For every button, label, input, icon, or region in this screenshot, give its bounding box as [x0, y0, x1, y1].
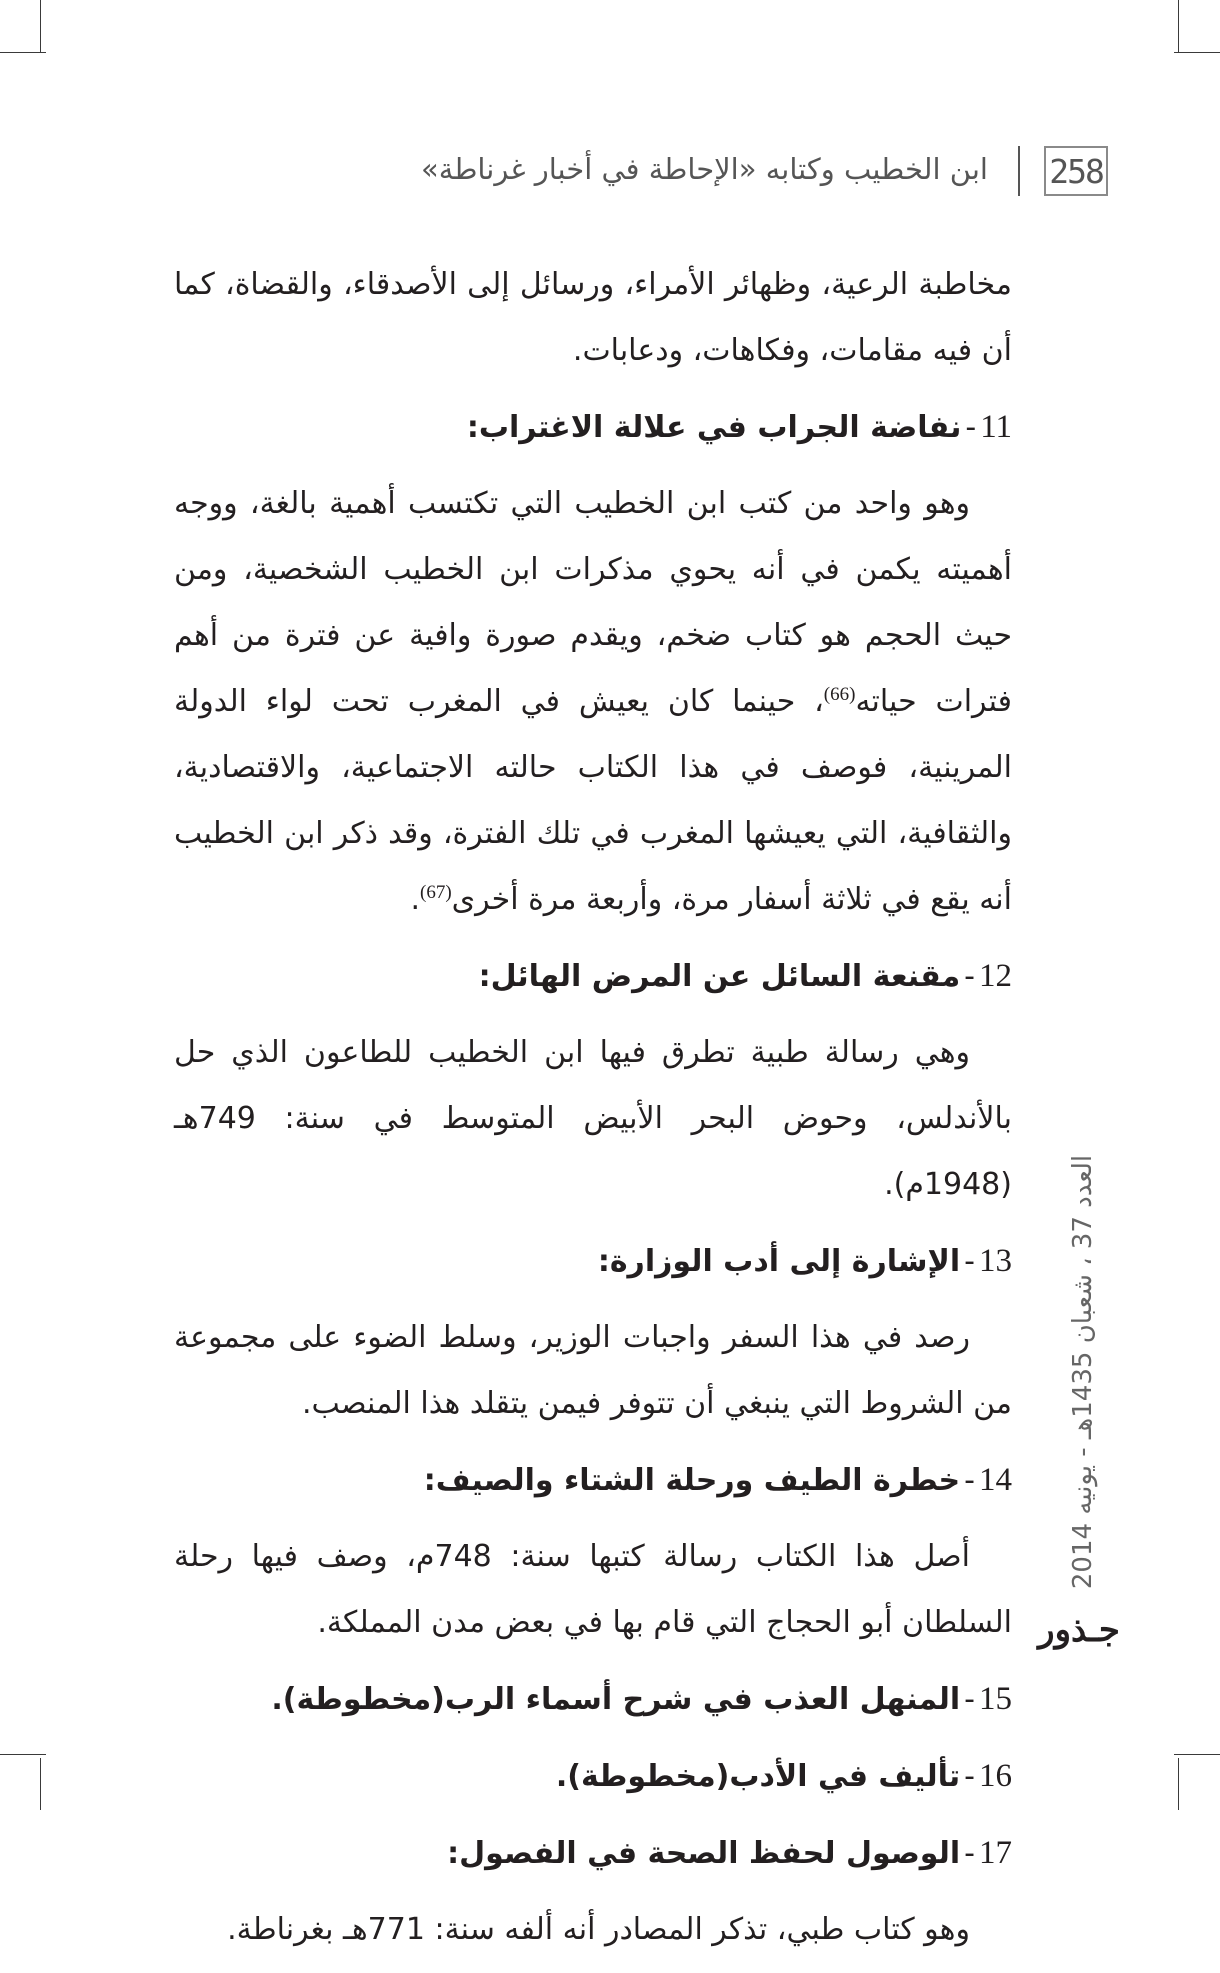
item-dash: -: [964, 959, 975, 994]
body-text: [174, 252, 1012, 1973]
item-dash: -: [964, 1836, 975, 1871]
crop-mark: [1174, 1754, 1220, 1755]
page-number: 258: [1044, 146, 1108, 196]
item-dash: -: [964, 1244, 975, 1279]
list-item-14: [174, 1447, 1012, 1514]
item-dash: -: [964, 1759, 975, 1794]
item-number: 11: [980, 409, 1012, 445]
item-number: 14: [979, 1462, 1012, 1498]
item-title: تأليف في الأدب(مخطوطة).: [555, 1759, 961, 1794]
paragraph-item-14: أصل هذا الكتاب رسالة كتبها سنة: 748م، وصف فيها رحلة السلطان أبو الحجاج التي قام بها في بعض مدن المملكة.: [174, 1539, 1012, 1640]
crop-mark: [1174, 52, 1220, 53]
crop-mark: [40, 1758, 41, 1810]
crop-mark: [0, 1754, 46, 1755]
paragraph-text: .: [410, 882, 420, 917]
list-item-13: [174, 1228, 1012, 1295]
paragraph-text: ، حينما كان يعيش في المغرب تحت لواء الدولة المرينية، فوصف في هذا الكتاب حالته الاجتماعية، والاقتصادية، والثقافية، التي يعيشها المغرب في تلك الفترة، وقد ذكر ابن الخطيب أنه يقع في ثلاثة أسفار مرة، وأربعة مرة أخرى: [174, 684, 1012, 917]
paragraph-item-11: [174, 471, 1012, 933]
item-dash: -: [964, 1463, 975, 1498]
item-title: خطرة الطيف ورحلة الشتاء والصيف:: [423, 1463, 961, 1498]
list-item-11: [174, 394, 1012, 461]
footnote-ref-67: (67): [419, 882, 452, 903]
item-title: الإشارة إلى أدب الوزارة:: [597, 1244, 961, 1279]
crop-mark: [0, 52, 46, 53]
item-title: مقنعة السائل عن المرض الهائل:: [478, 959, 961, 994]
item-number: 13: [979, 1243, 1012, 1279]
item-title: المنهل العذب في شرح أسماء الرب(مخطوطة).: [271, 1682, 961, 1717]
paragraph-item-12: وهي رسالة طبية تطرق فيها ابن الخطيب للطاعون الذي حل بالأندلس، وحوض البحر الأبيض المتوسط في سنة: 749هـ (1948م).: [174, 1035, 1012, 1202]
journal-logo: جـذور: [1038, 1610, 1120, 1650]
paragraph-intro: مخاطبة الرعية، وظهائر الأمراء، ورسائل إلى الأصدقاء، والقضاة، كما أن فيه مقامات، وفكاهات، ودعابات.: [174, 267, 1012, 368]
list-item-16: [174, 1743, 1012, 1810]
footnote-ref-66: (66): [823, 684, 856, 705]
item-number: 15: [979, 1681, 1012, 1717]
crop-mark: [1178, 0, 1179, 52]
paragraph-item-17: وهو كتاب طبي، تذكر المصادر أنه ألفه سنة: 771هـ بغرناطة.: [227, 1912, 970, 1947]
list-item-12: [174, 943, 1012, 1010]
issue-info: العدد 37 ، شعبان 1435هـ - يونيه 2014: [1068, 1154, 1098, 1590]
item-number: 17: [979, 1835, 1012, 1871]
list-item-15: [174, 1666, 1012, 1733]
list-item-17: [174, 1820, 1012, 1887]
item-dash: -: [965, 410, 977, 445]
crop-mark: [1178, 1758, 1179, 1810]
item-title: الوصول لحفظ الصحة في الفصول:: [447, 1836, 961, 1871]
item-number: 12: [979, 958, 1012, 994]
running-title: ابن الخطيب وكتابه «الإحاطة في أخبار غرناطة»: [421, 152, 988, 186]
item-number: 16: [979, 1758, 1012, 1794]
paragraph-item-13: رصد في هذا السفر واجبات الوزير، وسلط الضوء على مجموعة من الشروط التي ينبغي أن تتوفر فيمن يتقلد هذا المنصب.: [174, 1320, 1012, 1421]
item-dash: -: [964, 1682, 975, 1717]
header-divider: [1018, 146, 1020, 196]
item-title: نفاضة الجراب في علالة الاغتراب:: [466, 410, 962, 445]
crop-mark: [40, 0, 41, 52]
paragraph-text: وهو واحد من كتب ابن الخطيب التي تكتسب أهمية بالغة، ووجه أهميته يكمن في أنه يحوي مذكرات ابن الخطيب الشخصية، ومن حيث الحجم هو كتاب ضخم، ويقدم صورة وافية عن فترة من أهم فترات حياته: [174, 486, 1012, 719]
